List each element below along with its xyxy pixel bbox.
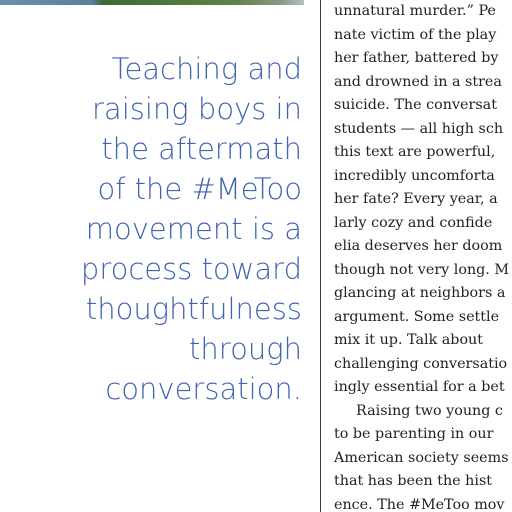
body-line: ingly essential for a bet xyxy=(334,379,505,395)
body-line: her father, battered by xyxy=(334,50,499,66)
paragraph-start-line: Raising two young c xyxy=(356,402,503,419)
body-line: suicide. The conversat xyxy=(334,97,497,113)
pull-quote xyxy=(60,49,302,409)
pull-quote-line: process toward xyxy=(80,252,302,286)
pull-quote-line: the aftermath xyxy=(101,132,302,166)
photo-strip xyxy=(0,0,304,5)
body-line: her fate? Every year, a xyxy=(334,191,498,207)
body-line: incredibly uncomforta xyxy=(334,167,495,184)
body-line: that has been the hist xyxy=(334,473,493,489)
body-line: nate victim of the play xyxy=(334,26,497,43)
body-line: students — all high sch xyxy=(334,120,504,137)
pull-quote-line: movement is a xyxy=(85,212,302,246)
body-line: unnatural murder.” Pe xyxy=(334,3,496,19)
body-line: elia deserves her doom xyxy=(334,238,503,254)
body-line: ence. The #MeToo mov xyxy=(334,496,505,512)
body-line: glancing at neighbors a xyxy=(334,285,506,301)
pull-quote-line: raising boys in xyxy=(92,92,302,126)
body-line: this text are powerful, xyxy=(334,144,496,160)
body-line: challenging conversatio xyxy=(334,355,508,372)
body-line: mix it up. Talk about xyxy=(334,332,484,348)
body-line: and drowned in a strea xyxy=(334,73,502,90)
pull-quote-line: thoughtfulness xyxy=(85,292,302,326)
body-line: larly cozy and confide xyxy=(334,214,493,231)
body-line: argument. Some settle xyxy=(334,308,500,325)
body-line: American society seems xyxy=(334,449,509,466)
pull-quote-line: of the #MeToo xyxy=(97,172,302,206)
pull-quote-line: conversation. xyxy=(105,372,302,406)
pull-quote-line: Teaching and xyxy=(111,52,302,86)
body-line: to be parenting in our xyxy=(334,426,494,442)
article-body-column xyxy=(334,0,512,512)
pull-quote-line: through xyxy=(189,332,302,366)
body-line: though not very long. M xyxy=(334,261,510,278)
column-divider xyxy=(320,0,321,512)
